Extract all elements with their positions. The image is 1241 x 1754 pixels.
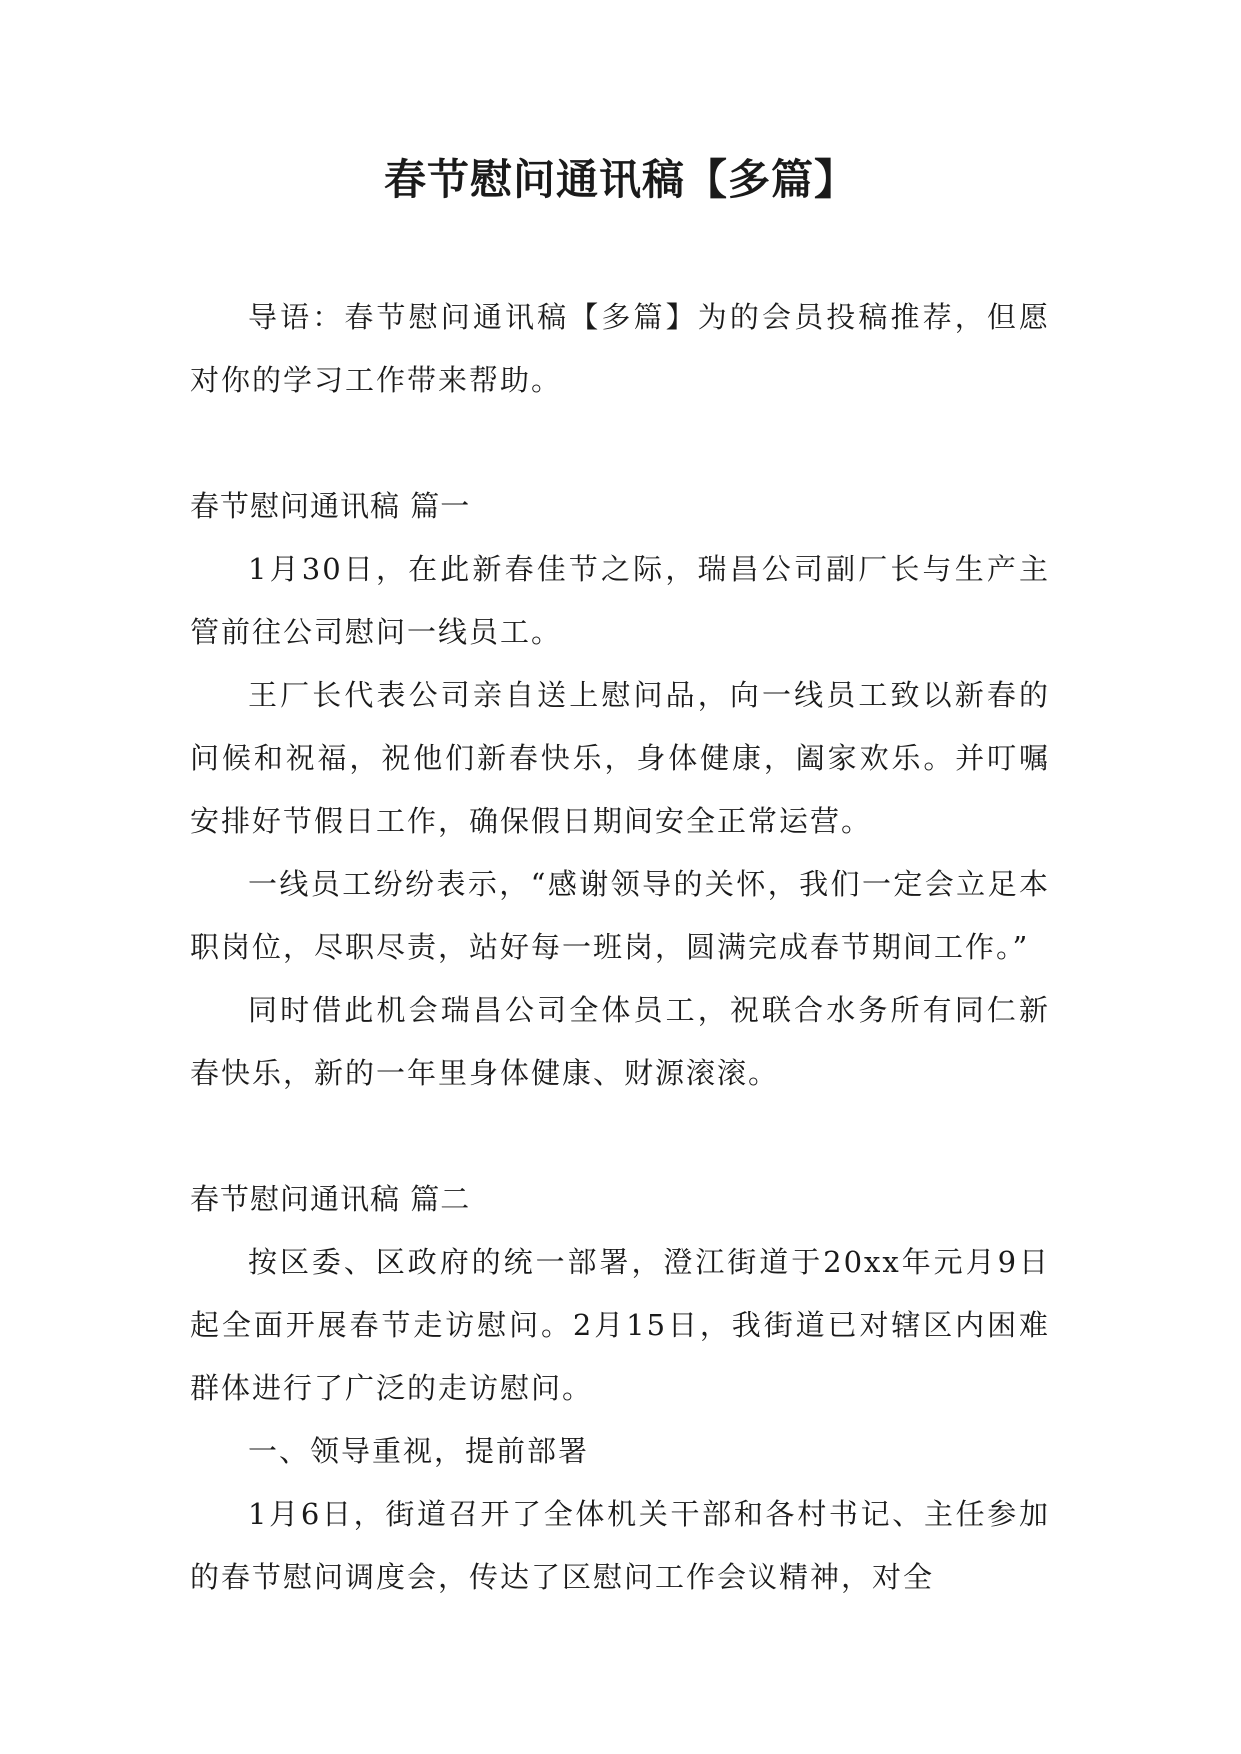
paragraph: 一线员工纷纷表示，“感谢领导的关怀，我们一定会立足本职岗位，尽职尽责，站好每一班岗，圆满完成春节期间工作。” <box>190 867 1050 964</box>
intro-paragraph: 导语：春节慰问通讯稿【多篇】为的会员投稿推荐，但愿对你的学习工作带来帮助。 <box>190 300 1050 397</box>
paragraph: 同时借此机会瑞昌公司全体员工，祝联合水务所有同仁新春快乐，新的一年里身体健康、财源滚滚。 <box>190 993 1050 1090</box>
document-body <box>190 286 1050 1609</box>
spacer <box>190 412 1050 475</box>
section-heading-2: 春节慰问通讯稿 篇二 <box>190 1182 471 1216</box>
paragraph: 王厂长代表公司亲自送上慰问品，向一线员工致以新春的问候和祝福，祝他们新春快乐，身体健康，阖家欢乐。并叮嘱安排好节假日工作，确保假日期间安全正常运营。 <box>190 678 1050 838</box>
paragraph: 1月30日，在此新春佳节之际，瑞昌公司副厂长与生产主管前往公司慰问一线员工。 <box>190 552 1050 649</box>
paragraph: 按区委、区政府的统一部署，澄江街道于20xx年元月9日起全面开展春节走访慰问。2月15日，我街道已对辖区内困难群体进行了广泛的走访慰问。 <box>190 1245 1050 1405</box>
spacer <box>190 1105 1050 1168</box>
subheading: 一、领导重视，提前部署 <box>248 1434 590 1468</box>
document-title: 春节慰问通讯稿【多篇】 <box>383 155 857 204</box>
paragraph: 1月6日，街道召开了全体机关干部和各村书记、主任参加的春节慰问调度会，传达了区慰问工作会议精神，对全 <box>190 1497 1050 1594</box>
section-heading-1: 春节慰问通讯稿 篇一 <box>190 489 471 523</box>
